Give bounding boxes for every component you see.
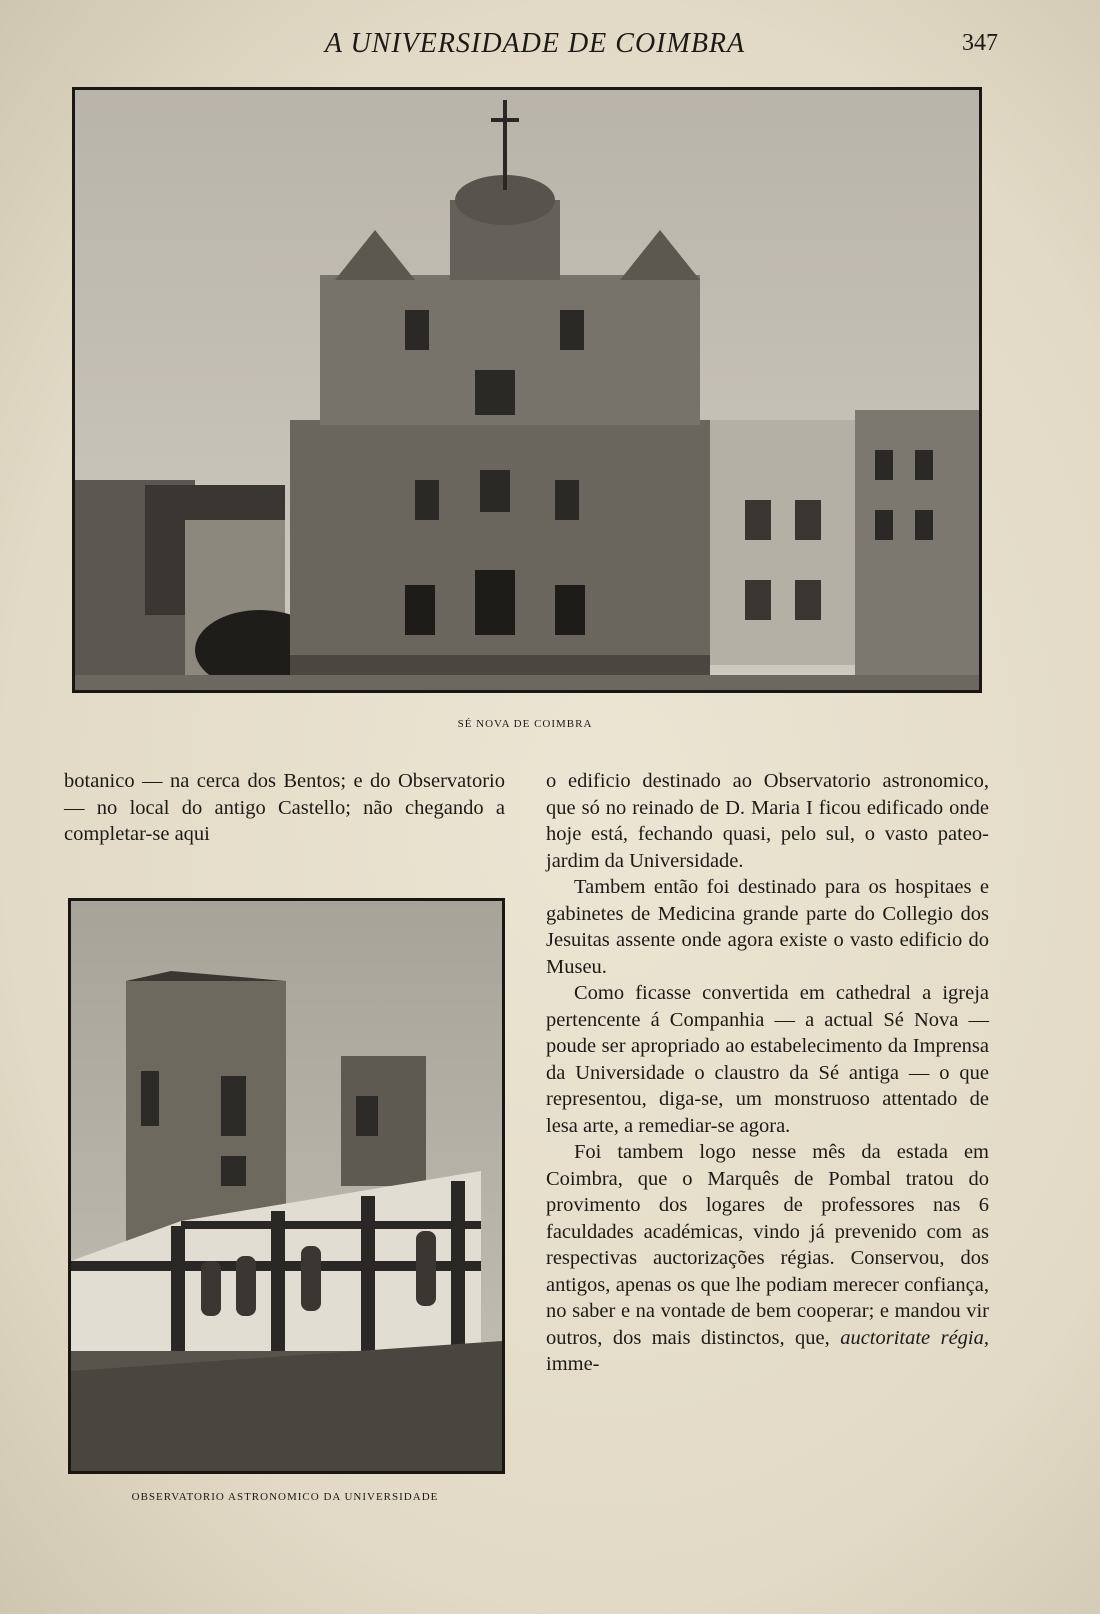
paragraph-4-italic: auctoritate régia, [840, 1326, 989, 1349]
paragraph-4-end: imme- [546, 1353, 600, 1375]
left-paragraph: botanico — na cerca dos Bentos; e do Observatorio — no local do antigo Castello; não chegando a completar-se aqui [64, 770, 505, 845]
page-number: 347 [962, 30, 998, 56]
photo-observatorio [68, 898, 505, 1474]
se-nova-illustration [75, 90, 979, 690]
running-title: A UNIVERSIDADE DE COIMBRA [324, 28, 746, 59]
photo-se-nova [72, 87, 982, 693]
right-paragraph-1: o edificio destinado ao Observatorio astronomico, que só no reinado de D. Maria I ficou edificado onde hoje está, fechando quasi, pelo sul, o vasto pateo-jardim da Universidade. [546, 770, 989, 872]
right-paragraph-4 [546, 1139, 989, 1378]
caption-observatorio: OBSERVATORIO ASTRONOMICO DA UNIVERSIDADE [131, 1491, 439, 1503]
right-paragraph-2: Tambem então foi destinado para os hospitaes e gabinetes de Medicina grande parte do Collegio dos Jesuitas assente onde agora existe o vasto edificio do Museu. [546, 876, 989, 978]
left-column [64, 768, 505, 848]
right-paragraph-3: Como ficasse convertida em cathedral a igreja pertencente á Companhia — a actual Sé Nova — poude ser apropriado ao estabelecimento da Imprensa da Universidade o claustro da Sé antiga — o que representou, diga-se, um monstruoso attentado de lesa arte, a remediar-se agora. [546, 982, 989, 1137]
right-column [546, 768, 989, 1378]
caption-se-nova: SÉ NOVA DE COIMBRA [457, 718, 593, 730]
paragraph-4-text: Foi tambem logo nesse mês da estada em Coimbra, que o Marquês de Pombal tratou do provimento dos logares de professores nas 6 faculdades académicas, vindo já prevenido com as respectivas auctorizações régias. Conservou, dos antigos, apenas os que lhe podiam merecer confiança, no saber e na vontade de bem cooperar; e mandou vir outros, dos mais distinctos, que, [546, 1141, 989, 1349]
observatorio-illustration [71, 901, 502, 1471]
